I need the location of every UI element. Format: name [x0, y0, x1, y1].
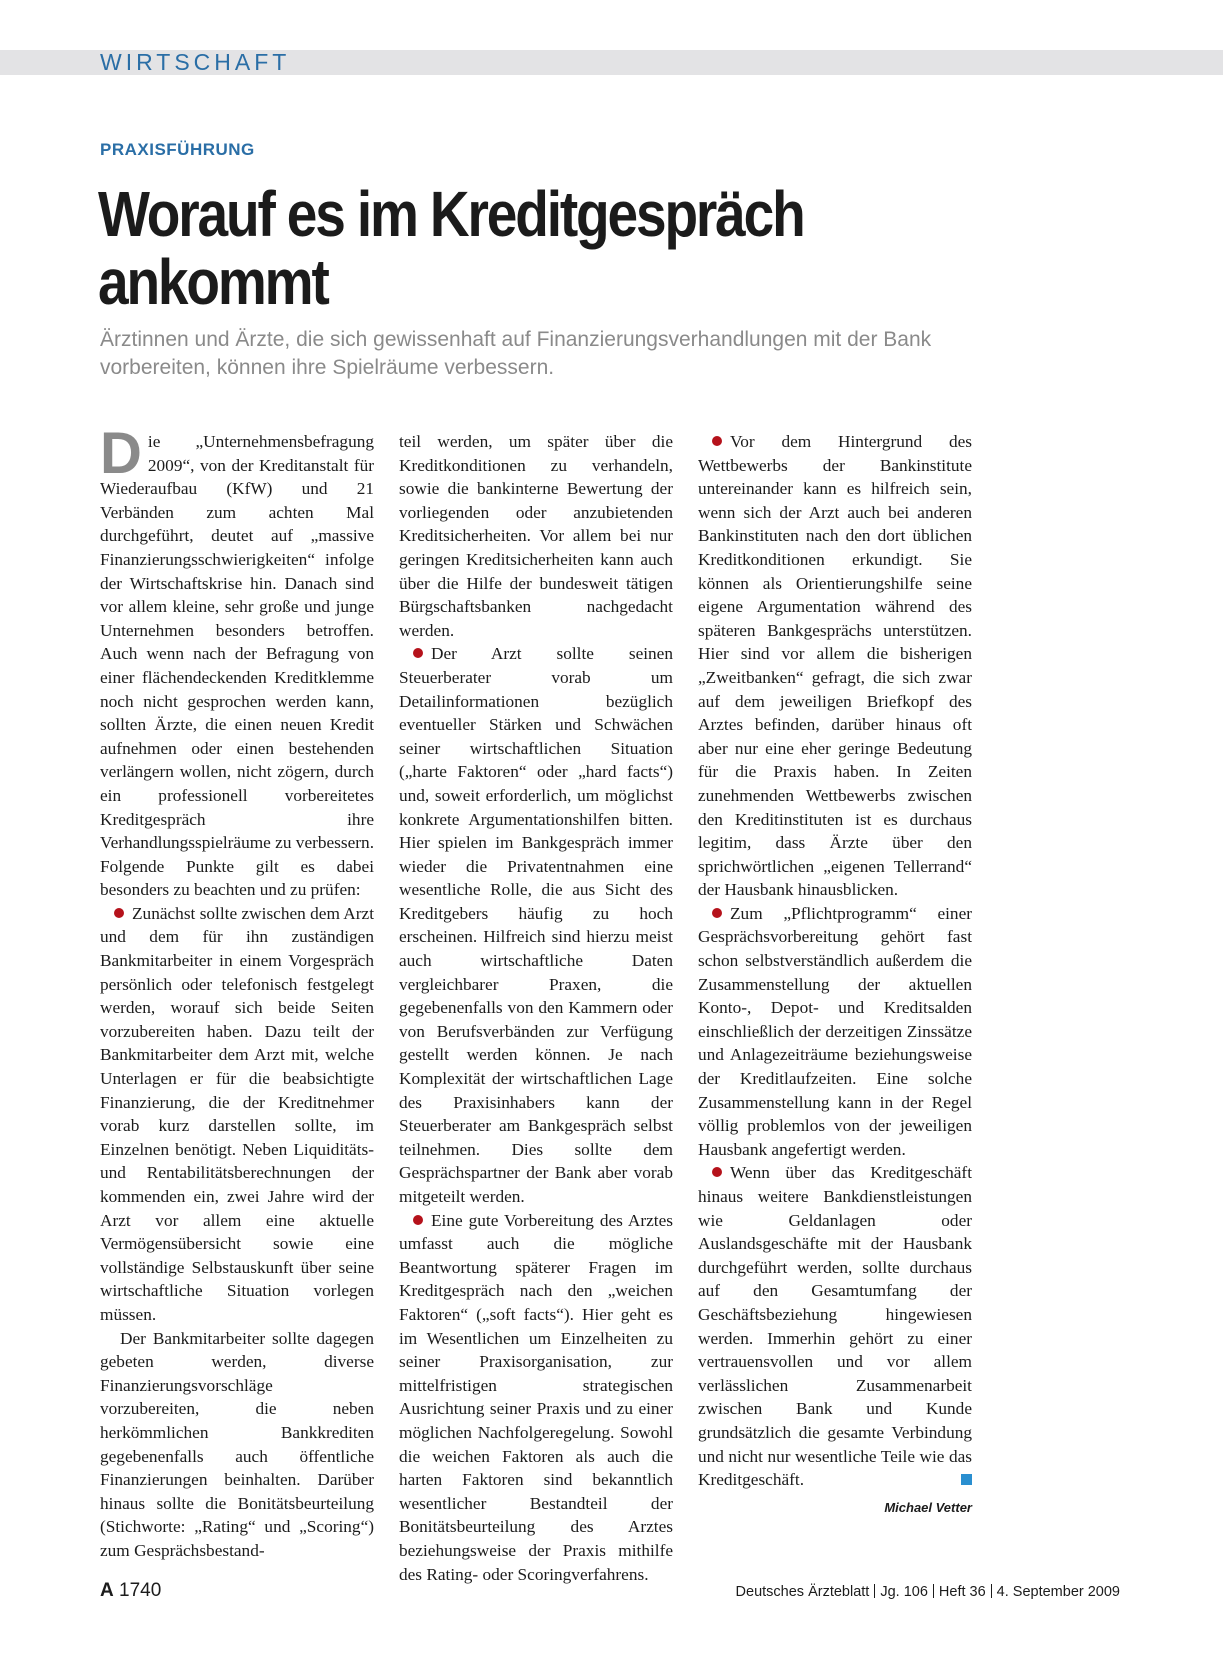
bullet-icon — [712, 436, 722, 446]
bullet-icon — [114, 908, 124, 918]
journal-volume: Jg. 106 — [880, 1584, 928, 1600]
bullet-icon — [712, 908, 722, 918]
author-byline: Michael Vetter — [884, 1499, 972, 1515]
bullet-icon — [712, 1167, 722, 1177]
footer-journal-info — [736, 1584, 1120, 1600]
article-lead: Ärztinnen und Ärzte, die sich gewissenhaft auf Finanzierungsverhandlungen mit der Bank vorbereiten, können ihre Spielräume verbessern. — [100, 328, 932, 379]
paragraph: teil werden, um später über die Kreditkonditionen zu verhandeln, sowie die bankinterne Bewertung der vorliegenden oder anzubietenden Kreditsicherheiten. Vor allem bei nur geringen Kreditsicherheiten kann auch über die Hilfe der bundesweit tätigen Bürgschaftsbanken nachgedacht werden. — [399, 432, 673, 640]
bullet-paragraph: Vor dem Hintergrund des Wettbewerbs der Bankinstitute untereinander kann es hilfreich sein, wenn sich der Arzt auch bei anderen Bankinstituten nach den dort üblichen Kreditkonditionen erkundigt. Sie können als Orientierungshilfe seine eigene Argumentation während des späteren Bankgesprächs unterstützen. Hier sind vor allem die bisherigen „Zweitbanken“ gefragt, die sich zwar auf dem jeweiligen Briefkopf des Arztes befinden, darüber hinaus oft aber nur eine eher geringe Bedeutung für die Praxis haben. In Zeiten zunehmenden Wettbewerbs zwischen den Kreditinstituten ist es durchaus legitim, dass Ärzte über den sprichwörtlichen „eigenen Tellerrand“ der Hausbank hinausblicken. — [698, 432, 972, 900]
bullet-paragraph: Eine gute Vorbereitung des Arztes umfasst auch die mögliche Beantwortung späterer Fragen im Kreditgespräch nach den „weichen Faktoren“ („soft facts“). Hier geht es im Wesentlichen um Einzelheiten zu seiner Praxisorganisation, zur mittelfristigen strategischen Ausrichtung seiner Praxis und zu einer möglichen Nachfolgeregelung. Sowohl die weichen Faktoren als auch die harten Faktoren sind bekanntlich wesentlicher Bestandteil der Bonitätsbeurteilung des Arztes beziehungsweise der Praxis mithilfe des Rating- oder Scoringverfahrens. — [399, 1210, 673, 1584]
page-number-value: 1740 — [119, 1580, 162, 1601]
bullet-icon — [413, 1215, 423, 1225]
paragraph: Der Bankmitarbeiter sollte dagegen gebeten werden, diverse Finanzierungsvorschläge vorzubereiten, die neben herkömmlichen Bankkrediten gegebenenfalls auch öffentliche Finanzierungen beinhalten. Darüber hinaus sollte die Bonitätsbeurteilung (Stichworte: „Rating“ und „Scoring“) zum Gesprächsbestand- — [100, 1328, 374, 1560]
text-column-2 — [399, 430, 673, 1586]
separator — [991, 1584, 992, 1598]
journal-date: 4. September 2009 — [996, 1584, 1120, 1600]
bullet-paragraph: Zum „Pflichtprogramm“ einer Gesprächsvorbereitung gehört fast schon selbstverständlich außerdem die Zusammenstellung der aktuellen Konto-, Depot- und Kreditsalden einschließlich der derzeitigen Zinssätze und Anlagezeiträume beziehungsweise der Kreditlaufzeiten. Eine solche Zusammenstellung kann in der Regel völlig problemlos von der jeweiligen Hausbank angefertigt werden. — [698, 903, 972, 1159]
journal-name: Deutsches Ärzteblatt — [735, 1584, 870, 1600]
bullet-paragraph: Wenn über das Kreditgeschäft hinaus weitere Bankdienstleistungen wie Geldanlagen oder Auslandsgeschäfte mit der Hausbank durchgeführt werden, sollte durchaus auf den Gesamtumfang der Geschäftsbeziehung hingewiesen werden. Immerhin gehört zu einer vertrauensvollen und vor allem verlässlichen Zusammenarbeit zwischen Bank und Kunde grundsätzlich die gesamte Verbindung und nicht nur wesentliche Teile wie das Kreditgeschäft. — [698, 1163, 972, 1490]
separator — [933, 1584, 934, 1598]
page-prefix: A — [100, 1580, 114, 1601]
separator — [874, 1584, 875, 1598]
page-number — [100, 1580, 161, 1602]
drop-cap: D — [100, 421, 142, 486]
text-column-1 — [100, 421, 375, 1563]
bullet-paragraph: Der Arzt sollte seinen Steuerberater vorab um Detailinformationen bezüglich eventueller Stärken und Schwächen seiner wirtschaftlichen Situation („harte Faktoren“ oder „hard facts“) und, soweit erforderlich, um möglichst konkrete Argumentationshilfen bitten. Hier spielen im Bankgespräch immer wieder die Privatentnahmen eine wesentliche Rolle, die aus Sicht des Kreditgebers häufig zu hoch erscheinen. Hilfreich sind hierzu meist auch wirtschaftliche Daten vergleichbarer Praxen, die gegebenenfalls von den Kammern oder von Berufsverbänden zur Verfügung gestellt werden können. Je nach Komplexität der wirtschaftlichen Lage des Praxisinhabers kann der Steuerberater am Bankgespräch selbst teilnehmen. Dies sollte dem Gesprächspartner der Bank aber vorab mitgeteilt werden. — [399, 644, 673, 1206]
end-mark-icon — [961, 1474, 972, 1485]
section-label: WIRTSCHAFT — [100, 49, 291, 75]
bullet-paragraph: Zunächst sollte zwischen dem Arzt und dem für ihn zuständigen Bankmitarbeiter in einem Vorgespräch persönlich oder telefonisch festgelegt werden, worauf sich beide Seiten vorzubereiten haben. Dazu teilt der Bankmitarbeiter dem Arzt mit, welche Unterlagen er für die beabsichtigte Finanzierung, die der Kreditnehmer vorab kurz darstellen sollte, im Einzelnen benötigt. Neben Liquiditäts- und Rentabilitätsberechnungen der kommenden ein, zwei Jahre wird der Arzt vor allem eine aktuelle Vermögensübersicht sowie eine vollständige Selbstauskunft über seine wirtschaftliche Situation vorlegen müssen. — [100, 903, 374, 1324]
journal-issue: Heft 36 — [938, 1584, 986, 1600]
article-kicker: PRAXISFÜHRUNG — [100, 140, 255, 159]
paragraph: Die „Unternehmensbefragung 2009“, von der Kreditanstalt für Wiederaufbau (KfW) und 21 Verbänden zum achten Mal durchgeführt, deutet auf „massive Finanzierungsschwierigkeiten“ infolge der Wirtschaftskrise hin. Danach sind vor allem kleine, sehr große und junge Unternehmen besonders betroffen. Auch wenn nach der Befragung von einer flächendeckenden Kreditklemme noch nicht gesprochen werden kann, sollten Ärzte, die einen neuen Kredit aufnehmen oder einen bestehenden verlängern wollen, nicht zögern, durch ein professionell vorbereitetes Kreditgespräch ihre Verhandlungsspielräume zu verbessern. Folgende Punkte gilt es dabei besonders zu beachten und zu prüfen: — [100, 421, 375, 900]
article-title: Worauf es im Kreditgespräch ankommt — [98, 178, 804, 318]
text-column-3 — [698, 430, 972, 1519]
bullet-icon — [413, 648, 423, 658]
